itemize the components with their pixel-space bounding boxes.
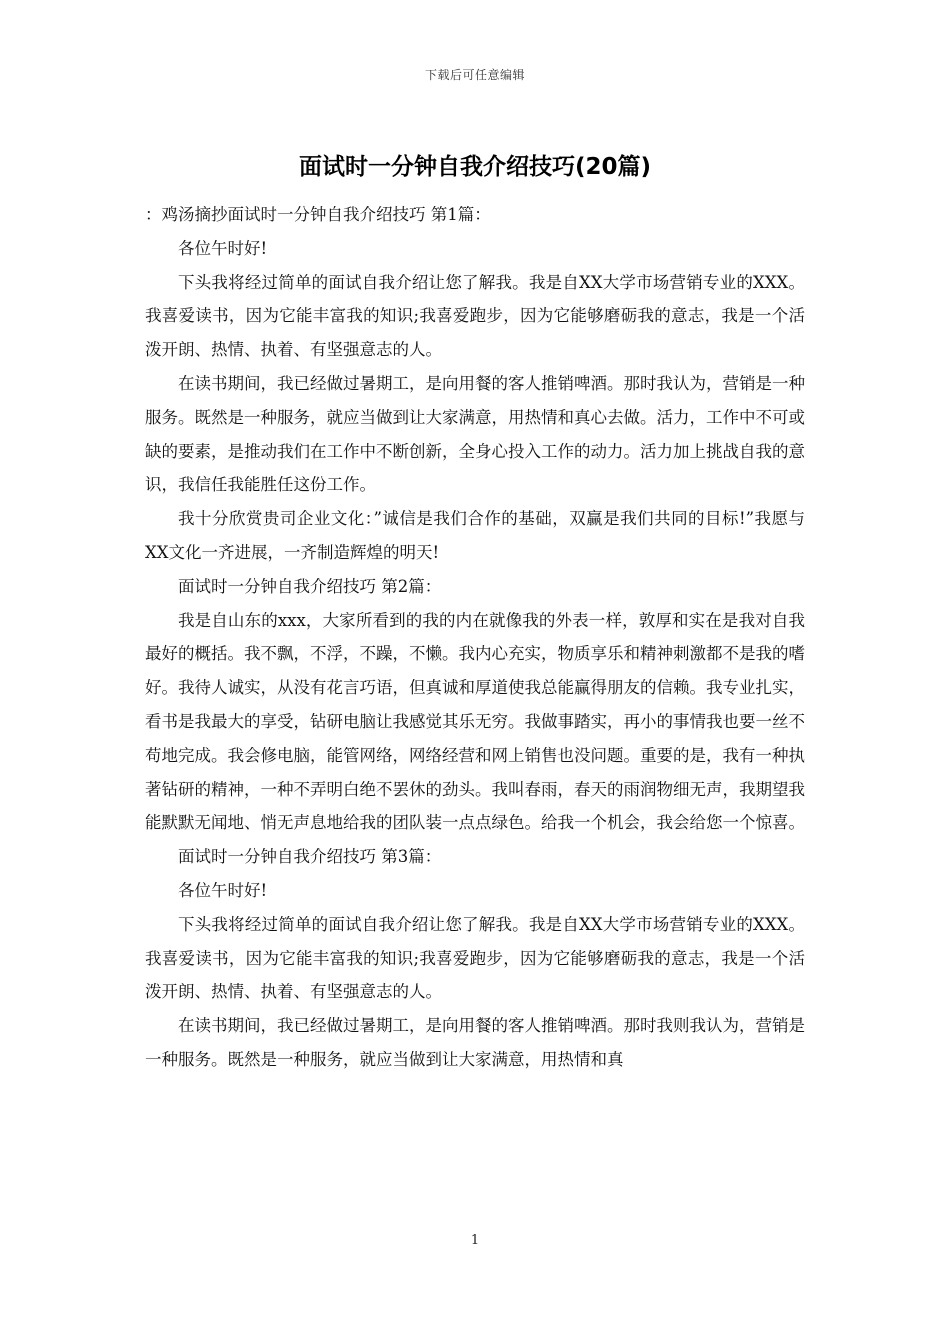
header-note: 下载后可任意编辑 <box>424 68 525 82</box>
document-body <box>145 198 805 1077</box>
body-paragraph: 下头我将经过简单的面试自我介绍让您了解我。我是自XX大学市场营销专业的XXX。我喜爱读书，因为它能丰富我的知识;我喜爱跑步，因为它能够磨砺我的意志，我是一个活泼开朗、热情、执着、有坚强意志的人。 <box>145 272 805 360</box>
body-paragraph: 我十分欣赏贵司企业文化：”诚信是我们合作的基础，双赢是我们共同的目标!”我愿与XX文化一齐进展，一齐制造辉煌的明天! <box>145 509 805 562</box>
page-number: 1 <box>470 1233 480 1248</box>
section-heading: ：鸡汤摘抄面试时一分钟自我介绍技巧 第1篇： <box>145 205 491 224</box>
body-paragraph: 在读书期间，我已经做过暑期工，是向用餐的客人推销啤酒。那时我则我认为，营销是一种服务。既然是一种服务，就应当做到让大家满意，用热情和真 <box>145 1016 805 1069</box>
page-title: 面试时一分钟自我介绍技巧(20篇) <box>298 154 652 180</box>
body-paragraph: 在读书期间，我已经做过暑期工，是向用餐的客人推销啤酒。那时我认为，营销是一种服务。既然是一种服务，就应当做到让大家满意，用热情和真心去做。活力，工作中不可或缺的要素，是推动我们在工作中不断创新，全身心投入工作的动力。活力加上挑战自我的意识，我信任我能胜任这份工作。 <box>145 373 805 495</box>
greeting: 各位午时好! <box>178 238 268 258</box>
section-heading: 面试时一分钟自我介绍技巧 第3篇： <box>178 847 442 867</box>
section-heading: 面试时一分钟自我介绍技巧 第2篇： <box>178 576 442 596</box>
body-paragraph: 我是自山东的xxx，大家所看到的我的内在就像我的外表一样，敦厚和实在是我对自我最好的概括。我不飘，不浮，不躁，不懒。我内心充实，物质享乐和精神刺激都不是我的嗜好。我待人诚实，从没有花言巧语，但真诚和厚道使我总能赢得朋友的信赖。我专业扎实，看书是我最大的享受，钻研电脑让我感觉其乐无穷。我做事踏实，再小的事情我也要一丝不苟地完成。我会修电脑，能管网络，网络经营和网上销售也没问题。重要的是，我有一种执著钻研的精神，一种不弄明白绝不罢休的劲头。我叫春雨，春天的雨润物细无声，我期望我能默默无闻地、悄无声息地给我的团队装一点点绿色。给我一个机会，我会给您一个惊喜。 <box>145 610 805 833</box>
body-paragraph: 下头我将经过简单的面试自我介绍让您了解我。我是自XX大学市场营销专业的XXX。我喜爱读书，因为它能丰富我的知识;我喜爱跑步，因为它能够磨砺我的意志，我是一个活泼开朗、热情、执着、有坚强意志的人。 <box>145 914 805 1002</box>
greeting: 各位午时好! <box>178 880 268 900</box>
